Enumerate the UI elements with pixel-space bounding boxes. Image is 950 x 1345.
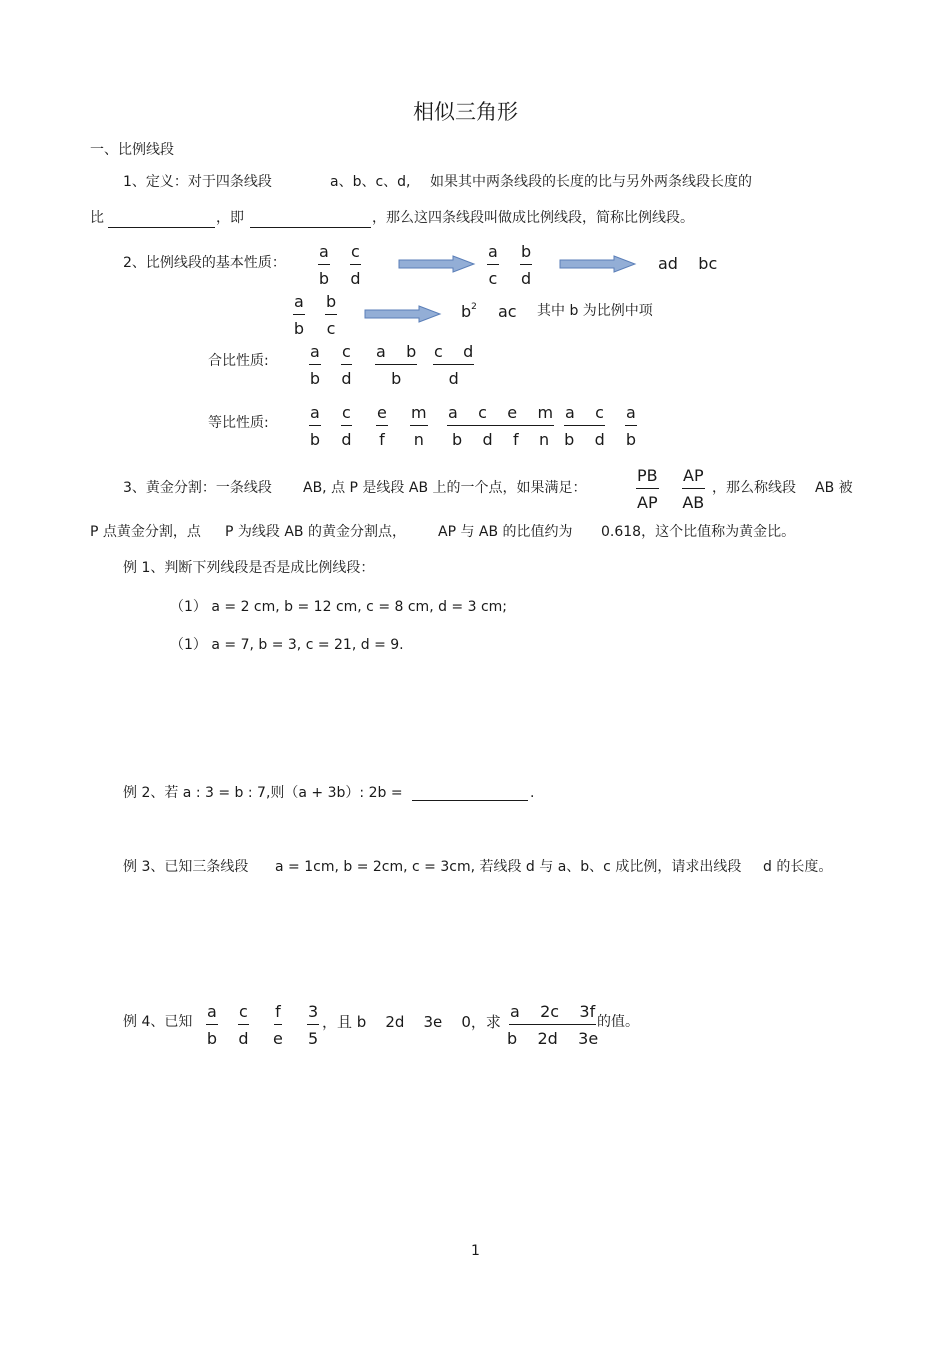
- fraction-e-f: $\frac{e}{f}$: [377, 403, 387, 449]
- golden-line2-a: P 点黄金分割，点: [90, 524, 201, 540]
- page-number: 1: [471, 1243, 480, 1259]
- example2-answer-blank[interactable]: [412, 786, 528, 801]
- answer-blank-equation[interactable]: [250, 211, 371, 228]
- fraction-b-c: $\frac{b}{c}$: [326, 292, 337, 338]
- arrow-right-icon: [559, 255, 637, 273]
- example2-end: .: [530, 785, 535, 801]
- golden-line2-d: 0.618，这个比值称为黄金比。: [601, 524, 796, 540]
- b-squared: $b^2$: [461, 302, 477, 321]
- golden-line2-c: AP 与 AB 的比值约为: [438, 524, 573, 540]
- definition-line2-a: 比: [90, 210, 104, 226]
- ac-term: ac: [498, 302, 517, 321]
- example1-item2: （1） a = 7, b = 3, c = 21, d = 9.: [170, 637, 404, 653]
- fraction-a-b: $\frac{a}{b}$: [318, 242, 329, 288]
- fraction-c-d: $\frac{c}{d}$: [238, 1002, 249, 1048]
- example3-text-1: 例 3、已知三条线段: [123, 859, 249, 875]
- example4-end: 的值。: [597, 1014, 639, 1030]
- fraction-c-plus-d-over-d: $\frac{\text{c d}}{d}$: [434, 342, 474, 388]
- fraction-c-d: $\frac{c}{d}$: [341, 403, 352, 449]
- fraction-ap-ab: $\frac{AP}{AB}$: [682, 466, 705, 512]
- fraction-a-b: $\frac{a}{b}$: [309, 403, 320, 449]
- fraction-b-d: $\frac{b}{d}$: [521, 242, 532, 288]
- golden-text-1: 3、黄金分割：一条线段: [123, 480, 272, 496]
- fraction-expression: $\frac{a 2c 3f}{b 2d 3e}$: [507, 1002, 599, 1048]
- section-heading: 一、比例线段: [90, 142, 174, 158]
- example3-text-3: d 的长度。: [763, 859, 833, 875]
- example4-condition: ，且 b 2d 3e 0，求: [322, 1013, 501, 1031]
- definition-line2-b: ，即: [216, 210, 244, 226]
- arrow-right-icon: [364, 305, 442, 323]
- fraction-a-plus-b-over-b: $\frac{\text{a b}}{b}$: [376, 342, 417, 388]
- arrow-right-icon: [398, 255, 476, 273]
- fraction-pb-ap: $\frac{PB}{AP}$: [637, 466, 658, 512]
- example1-item1: （1） a = 2 cm, b = 12 cm, c = 8 cm, d = 3 cm;: [170, 599, 508, 615]
- definition-line2-c: ，那么这四条线段叫做成比例线段，简称比例线段。: [372, 210, 694, 226]
- hebi-label: 合比性质:: [208, 353, 269, 369]
- page-title: 相似三角形: [413, 100, 518, 124]
- result-ad-bc: ad bc: [658, 254, 718, 273]
- example2-text: 例 2、若 a : 3 = b : 7,则（a + 3b）: 2b =: [123, 785, 403, 801]
- example1-title: 例 1、判断下列线段是否是成比例线段：: [123, 560, 375, 576]
- answer-blank-ratio[interactable]: [108, 211, 215, 228]
- fraction-c-d: $\frac{c}{d}$: [341, 342, 352, 388]
- fraction-a-c-over-b-d: $\frac{\text{a c}}{\text{b d}}$: [564, 403, 605, 449]
- fraction-c-d: $\frac{c}{d}$: [350, 242, 361, 288]
- golden-line2-b: P 为线段 AB 的黄金分割点，: [225, 524, 406, 540]
- fraction-a-b: $\frac{a}{b}$: [309, 342, 320, 388]
- fraction-a-b: $\frac{a}{b}$: [293, 292, 304, 338]
- golden-text-2: AB, 点 P 是线段 AB 上的一个点，如果满足：: [303, 480, 587, 496]
- golden-text-4: AB 被: [815, 480, 853, 496]
- fraction-sum: $\frac{\text{a c e m}}{\text{b d f n}}$: [448, 403, 554, 449]
- definition-text-3: 如果其中两条线段的长度的比与另外两条线段长度的: [430, 174, 752, 190]
- fraction-f-e: $\frac{f}{e}$: [273, 1002, 283, 1048]
- definition-text-1: 1、定义：对于四条线段: [123, 174, 272, 190]
- golden-text-3: ，那么称线段: [712, 480, 796, 496]
- fraction-3-5: $\frac{3}{5}$: [308, 1002, 319, 1048]
- fraction-a-c: $\frac{a}{c}$: [488, 242, 498, 288]
- dengbi-label: 等比性质:: [208, 415, 269, 431]
- basic-property-label: 2、比例线段的基本性质：: [123, 255, 286, 271]
- definition-text-2: a、b、c、d,: [330, 174, 411, 190]
- mean-proportional-note: 其中 b 为比例中项: [537, 303, 653, 319]
- example4-label: 例 4、已知: [123, 1014, 193, 1030]
- fraction-m-n: $\frac{m}{n}$: [411, 403, 427, 449]
- example3-text-2: a = 1cm, b = 2cm, c = 3cm, 若线段 d 与 a、b、c 成比例，请求出线段: [275, 859, 742, 875]
- fraction-a-b: $\frac{a}{b}$: [625, 403, 636, 449]
- fraction-a-b: $\frac{a}{b}$: [206, 1002, 217, 1048]
